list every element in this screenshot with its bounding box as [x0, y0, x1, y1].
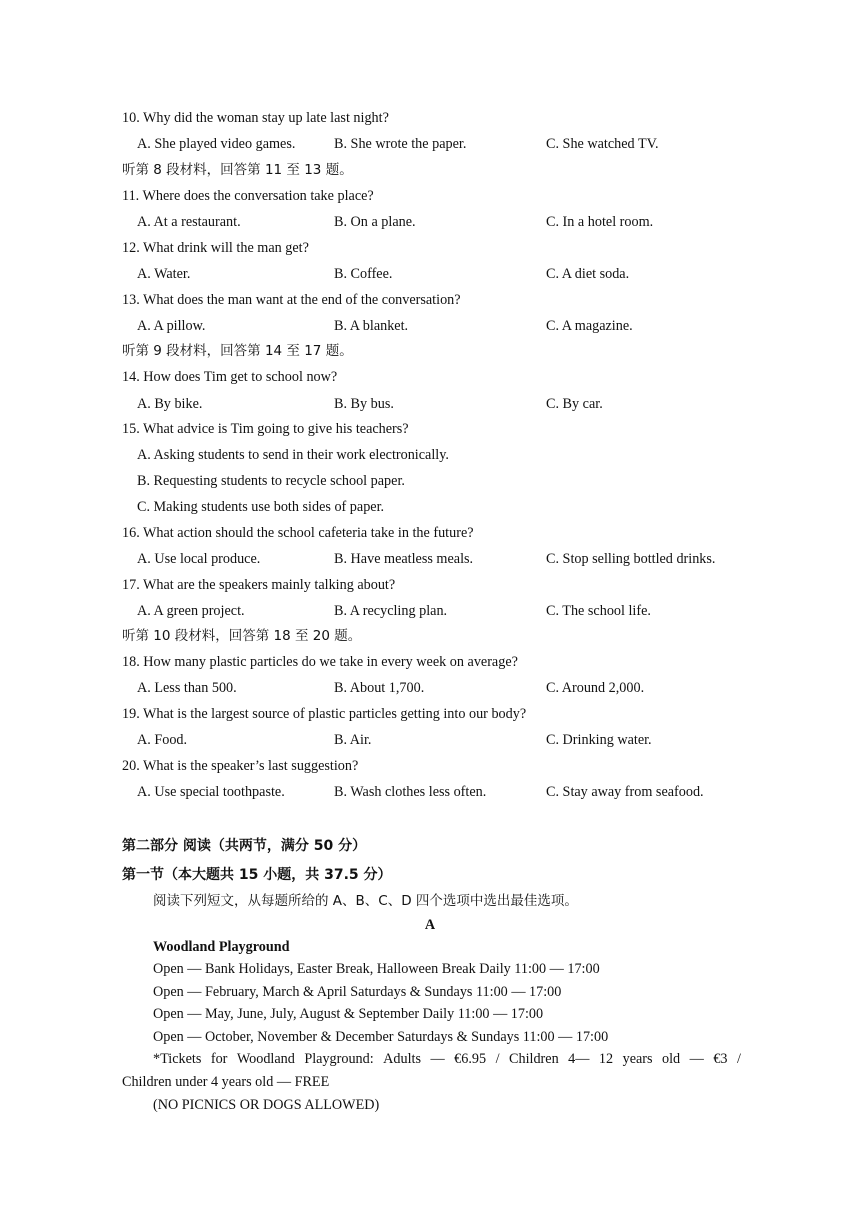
question-20: 20. What is the speaker’s last suggestion? — [122, 758, 359, 774]
option-17c: C. The school life. — [546, 603, 651, 619]
option-16b: B. Have meatless meals. — [334, 551, 474, 567]
question-15: 15. What advice is Tim going to give his teachers? — [122, 421, 409, 437]
passage-note: (NO PICNICS OR DOGS ALLOWED) — [153, 1097, 380, 1113]
option-13c: C. A magazine. — [546, 318, 633, 334]
option-19a: A. Food. — [137, 732, 188, 748]
question-14: 14. How does Tim get to school now? — [122, 369, 338, 385]
ticket-word: — — [430, 1051, 445, 1067]
question-10: 10. Why did the woman stay up late last night? — [122, 110, 389, 126]
question-19: 19. What is the largest source of plastic particles getting into our body? — [122, 706, 527, 722]
opening-hours-line: Open — Bank Holidays, Easter Break, Halloween Break Daily 11:00 — 17:00 — [153, 961, 600, 977]
ticket-word: €6.95 — [454, 1051, 487, 1067]
tickets-line — [153, 1050, 741, 1068]
ticket-word: — — [689, 1051, 704, 1067]
reading-instruction: 阅读下列短文，从每题所给的 A、B、C、D 四个选项中选出最佳选项。 — [153, 893, 578, 909]
option-10b: B. She wrote the paper. — [334, 136, 467, 152]
option-12c: C. A diet soda. — [546, 266, 630, 282]
ticket-word: 12 — [598, 1051, 614, 1067]
ticket-word: / — [736, 1051, 741, 1067]
ticket-word: for — [210, 1051, 228, 1067]
option-12a: A. Water. — [137, 266, 191, 282]
option-19c: C. Drinking water. — [546, 732, 652, 748]
option-11a: A. At a restaurant. — [137, 214, 241, 230]
question-13: 13. What does the man want at the end of the conversation? — [122, 292, 461, 308]
option-20b: B. Wash clothes less often. — [334, 784, 487, 800]
option-15c: C. Making students use both sides of paper. — [137, 499, 385, 515]
option-16c: C. Stop selling bottled drinks. — [546, 551, 716, 567]
option-15a: A. Asking students to send in their work electronically. — [137, 447, 449, 463]
section-1-title: 第一节（本大题共 15 小题，共 37.5 分） — [122, 867, 392, 883]
option-20a: A. Use special toothpaste. — [137, 784, 285, 800]
opening-hours-line: Open — October, November & December Saturdays & Sundays 11:00 — 17:00 — [153, 1029, 609, 1045]
option-14b: B. By bus. — [334, 396, 394, 412]
ticket-word: old — [662, 1051, 681, 1067]
passage-title: Woodland Playground — [153, 939, 290, 955]
question-17: 17. What are the speakers mainly talking about? — [122, 577, 396, 593]
option-19b: B. Air. — [334, 732, 372, 748]
option-13a: A. A pillow. — [137, 318, 206, 334]
question-12: 12. What drink will the man get? — [122, 240, 309, 256]
option-10c: C. She watched TV. — [546, 136, 659, 152]
option-14c: C. By car. — [546, 396, 603, 412]
ticket-word: Playground: — [304, 1051, 374, 1067]
instruction-section-8: 听第 8 段材料，回答第 11 至 13 题。 — [122, 162, 353, 178]
option-12b: B. Coffee. — [334, 266, 393, 282]
option-17b: B. A recycling plan. — [334, 603, 448, 619]
option-13b: B. A blanket. — [334, 318, 409, 334]
ticket-word: *Tickets — [153, 1051, 202, 1067]
question-18: 18. How many plastic particles do we take in every week on average? — [122, 654, 518, 670]
part-2-title: 第二部分 阅读（共两节，满分 50 分） — [122, 838, 367, 854]
instruction-section-9: 听第 9 段材料，回答第 14 至 17 题。 — [122, 343, 353, 359]
question-11: 11. Where does the conversation take place? — [122, 188, 374, 204]
option-11b: B. On a plane. — [334, 214, 416, 230]
ticket-word: Adults — [383, 1051, 422, 1067]
opening-hours-line: Open — May, June, July, August & September Daily 11:00 — 17:00 — [153, 1006, 544, 1022]
passage-letter: A — [424, 917, 436, 933]
ticket-word: Children — [509, 1051, 559, 1067]
option-18c: C. Around 2,000. — [546, 680, 645, 696]
ticket-word: €3 — [713, 1051, 728, 1067]
option-11c: C. In a hotel room. — [546, 214, 654, 230]
option-14a: A. By bike. — [137, 396, 203, 412]
option-18b: B. About 1,700. — [334, 680, 425, 696]
opening-hours-line: Open — February, March & April Saturdays & Sundays 11:00 — 17:00 — [153, 984, 562, 1000]
question-16: 16. What action should the school cafeteria take in the future? — [122, 525, 474, 541]
ticket-word: / — [495, 1051, 500, 1067]
option-18a: A. Less than 500. — [137, 680, 237, 696]
option-15b: B. Requesting students to recycle school paper. — [137, 473, 405, 489]
option-16a: A. Use local produce. — [137, 551, 261, 567]
ticket-word: 4— — [568, 1051, 590, 1067]
ticket-word: years — [622, 1051, 653, 1067]
ticket-word: Woodland — [236, 1051, 295, 1067]
option-10a: A. She played video games. — [137, 136, 296, 152]
instruction-section-10: 听第 10 段材料，回答第 18 至 20 题。 — [122, 628, 362, 644]
tickets-line-continued: Children under 4 years old — FREE — [122, 1074, 330, 1090]
option-17a: A. A green project. — [137, 603, 245, 619]
option-20c: C. Stay away from seafood. — [546, 784, 704, 800]
